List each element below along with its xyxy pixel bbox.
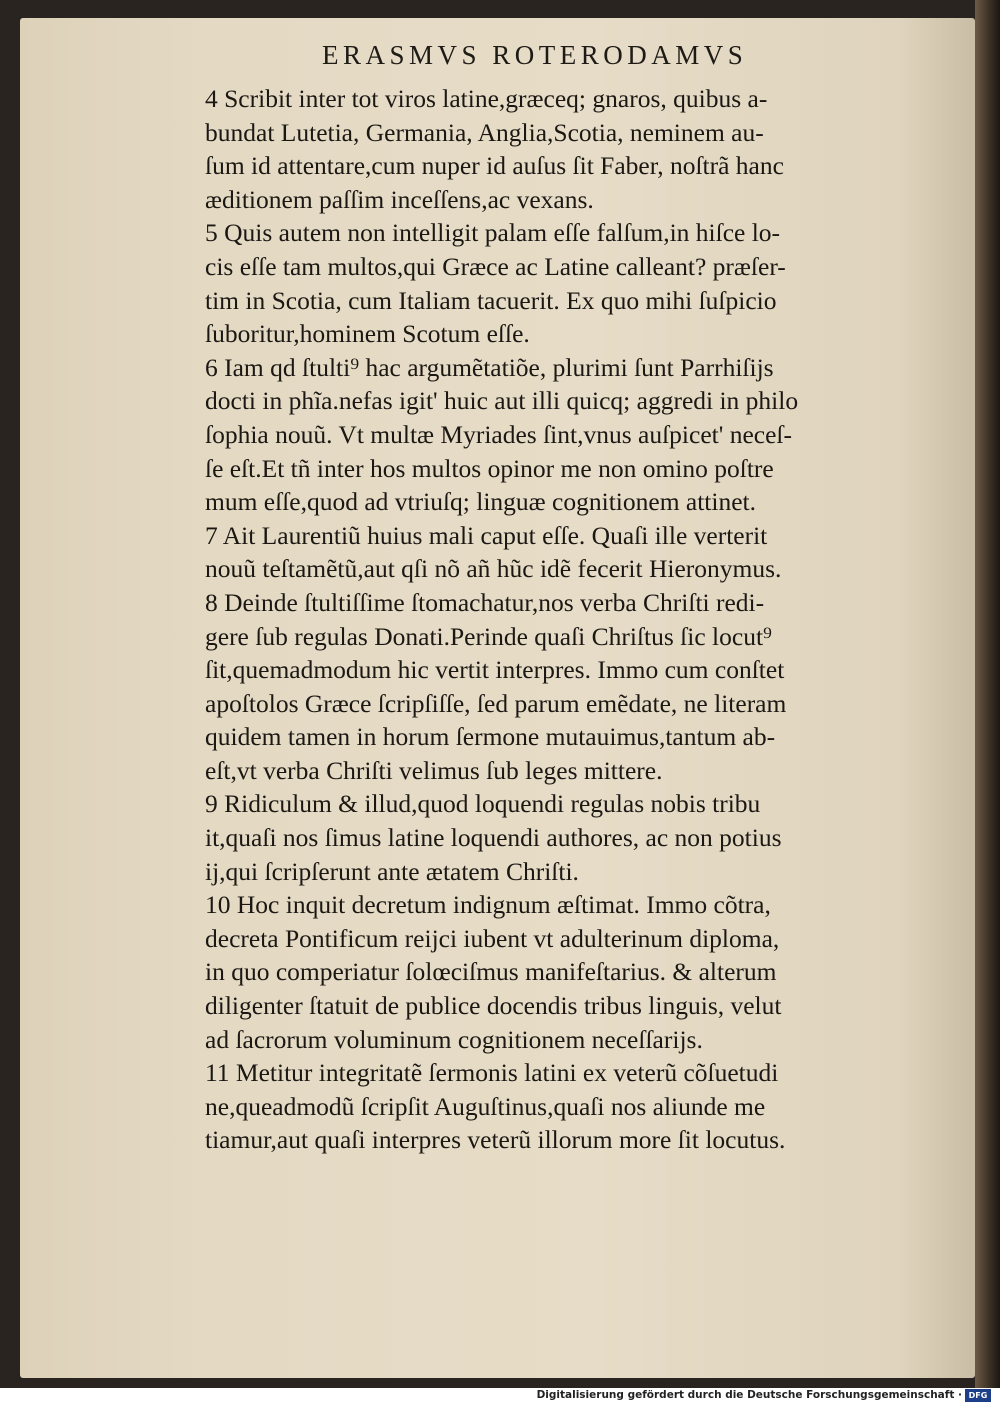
text-line: 6 Iam qd ſtulti⁹ hac argumẽtatiõe, plurimi ſunt Parrhiſijs: [205, 352, 774, 382]
text-line: it,quaſi nos ſimus latine loquendi authores, ac non potius: [205, 823, 782, 853]
page-text: [205, 82, 935, 1157]
text-line: 4 Scribit inter tot viros latine,græceq; gnaros, quibus a-: [205, 84, 768, 113]
text-line: ne,queadmodũ ſcripſit Auguſtinus,quaſi nos aliunde me: [205, 1091, 766, 1121]
text-line: mum eſſe,quod ad vtriuſq; linguæ cognitionem attinet.: [205, 487, 757, 517]
text-line: cis eſſe tam multos,qui Græce ac Latine calleant? præſer-: [205, 251, 786, 281]
text-line: in quo comperiatur ſolœciſmus manifeſtarius. & alterum: [205, 957, 777, 987]
text-line: 7 Ait Laurentiũ huius mali caput eſſe. Quaſi ille verterit: [205, 520, 768, 550]
book-binding-edge: [975, 0, 1000, 1388]
text-line: decreta Pontificum reijci iubent vt adulterinum diploma,: [205, 923, 780, 953]
text-line: 10 Hoc inquit decretum indignum æſtimat. Immo cõtra,: [205, 890, 771, 920]
text-line: apoſtolos Græce ſcripſiſſe, ſed parum emẽdate, ne literam: [205, 688, 787, 718]
text-line: 8 Deinde ſtultiſſime ſtomachatur,nos verba Chriſti redi-: [205, 587, 765, 617]
running-head: ERASMVS ROTERODAMVS: [322, 40, 748, 70]
dfg-logo-icon: DFG: [965, 1389, 991, 1402]
text-line: ſum id attentare,cum nuper id auſus ſit Faber, noſtrã hanc: [205, 151, 784, 181]
text-line: ſophia nouũ. Vt multæ Myriades ſint,vnus auſpicet' neceſ-: [205, 419, 792, 449]
text-line: nouũ teſtamẽtũ,aut qſi nõ añ hũc idẽ fecerit Hieronymus.: [205, 554, 782, 584]
text-line: bundat Lutetia, Germania, Anglia,Scotia, neminem au-: [205, 117, 764, 147]
text-line: 5 Quis autem non intelligit palam eſſe falſum,in hiſce lo-: [205, 218, 781, 248]
funding-note: Digitalisierung gefördert durch die Deutsche Forschungsgemeinschaft ·: [536, 1389, 962, 1401]
text-line: eſt,vt verba Chriſti velimus ſub leges mittere.: [205, 755, 663, 785]
text-line: 9 Ridiculum & illud,quod loquendi regulas nobis tribu: [205, 789, 761, 819]
text-line: tim in Scotia, cum Italiam tacuerit. Ex quo mihi ſuſpicio: [205, 285, 777, 315]
text-line: ſuboritur,hominem Scotum eſſe.: [205, 319, 530, 349]
text-line: æditionem paſſim inceſſens,ac vexans.: [205, 184, 594, 214]
text-line: ij,qui ſcripſerunt ante ætatem Chriſti.: [205, 856, 579, 886]
text-line: ad ſacrorum voluminum cognitionem neceſſarijs.: [205, 1024, 703, 1054]
text-line: tiamur,aut quaſi interpres veterũ illorum more ſit locutus.: [205, 1125, 786, 1155]
text-line: docti in phĩa.nefas igit' huic aut illi quicq; aggredi in philo: [205, 386, 799, 416]
text-line: 11 Metitur integritatẽ ſermonis latini ex veterũ cõſuetudi: [205, 1058, 779, 1088]
text-line: ſe eſt.Et tñ inter hos multos opinor me non omino poſtre: [205, 453, 774, 483]
text-line: quidem tamen in horum ſermone mutauimus,tantum ab-: [205, 722, 776, 752]
text-line: gere ſub regulas Donati.Perinde quaſi Chriſtus ſic locut⁹: [205, 621, 772, 651]
text-line: ſit,quemadmodum hic vertit interpres. Immo cum conſtet: [205, 655, 785, 685]
footer-bar: [0, 1388, 1000, 1405]
text-line: diligenter ſtatuit de publice docendis tribus linguis, velut: [205, 991, 782, 1021]
